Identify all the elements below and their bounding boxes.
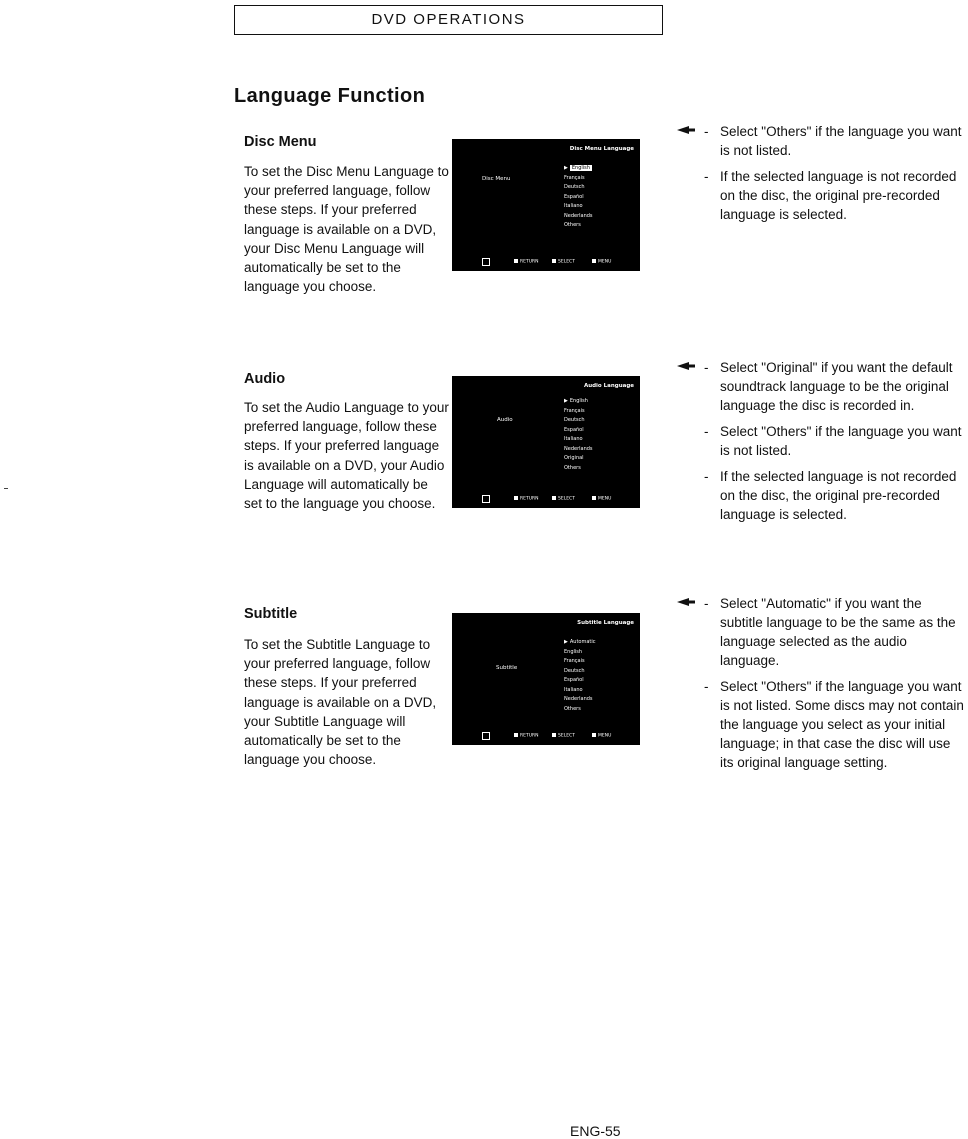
audio-description: To set the Audio Language to your preferred language, follow these steps. If your preferred language is available on a DVD, your Audio Language will automatically be set to the language you choose. [244, 400, 449, 512]
osd-option: Nederlands [564, 696, 593, 702]
disc-icon [482, 258, 490, 266]
osd-option: ▶ English [564, 165, 590, 171]
osd-option: Español [564, 193, 584, 200]
osd-footer [452, 257, 640, 267]
osd-option: ▶ Automatic [564, 639, 596, 645]
osd-hint: RETURN [514, 259, 539, 265]
osd-pointer-icon: ▶ [564, 639, 568, 645]
osd-option-list [564, 638, 596, 714]
osd-footer [452, 494, 640, 504]
page-number: ENG-55 [570, 1123, 621, 1139]
osd-option: Español [564, 426, 584, 433]
subtitle-icon [482, 732, 490, 740]
osd-header: Disc Menu Language [569, 146, 634, 152]
osd-hint: SELECT [552, 733, 575, 739]
note-item: - If the selected language is not recorded on the disc, the original pre-recorded language is selected. [702, 467, 966, 524]
osd-option: Others [564, 705, 581, 712]
osd-hint: RETURN [514, 733, 539, 739]
osd-option: Nederlands [564, 445, 593, 452]
subtitle-description: To set the Subtitle Language to your preferred language, follow these steps. If your preferred language is available on a DVD, your Subtitle Language will automatically be set to the language you choose. [244, 637, 437, 768]
osd-option: Italiano [564, 436, 583, 442]
osd-option: Others [564, 222, 581, 228]
disc-menu-title: Disc Menu [244, 134, 317, 150]
osd-option: Français [564, 407, 585, 414]
osd-option-list [564, 164, 593, 231]
osd-option: Nederlands [564, 212, 593, 219]
subtitle-title: Subtitle [244, 606, 298, 622]
osd-header: Audio Language [583, 383, 634, 389]
note-arrow-icon [677, 598, 697, 606]
note-item: - Select "Others" if the language you want is not listed. Some discs may not contain the language you select as your initial language; in that case the disc will use its original language setting. [702, 677, 966, 772]
osd-hint: RETURN [514, 496, 539, 502]
osd-header: Subtitle Language [577, 620, 634, 626]
osd-option: Français [564, 174, 585, 181]
subtitle-osd-screenshot [452, 613, 640, 745]
note-item: - If the selected language is not recorded on the disc, the original pre-recorded language is selected. [702, 167, 966, 224]
note-arrow-icon [677, 126, 697, 134]
osd-option: Deutsch [564, 417, 585, 423]
osd-option-list [564, 397, 593, 473]
osd-label: Subtitle [496, 665, 518, 671]
note-item: - Select "Others" if the language you want is not listed. [702, 422, 966, 460]
speaker-icon [482, 495, 490, 503]
osd-footer [452, 731, 640, 741]
osd-option: Español [564, 677, 584, 683]
audio-osd-screenshot [452, 376, 640, 508]
osd-option: ▶ English [564, 398, 588, 404]
scan-mark [4, 488, 8, 489]
osd-label: Disc Menu [482, 176, 511, 182]
osd-hint: SELECT [552, 496, 575, 502]
page-title: Language Function [234, 85, 426, 107]
disc-menu-notes [702, 122, 966, 231]
note-item: - Select "Original" if you want the default soundtrack language to be the original language the disc is recorded in. [702, 358, 966, 415]
disc-menu-osd-screenshot [452, 139, 640, 271]
osd-label: Audio [497, 417, 513, 423]
osd-option: Others [564, 464, 581, 471]
osd-hint: MENU [592, 496, 611, 502]
osd-option: Italiano [564, 203, 583, 209]
osd-option: Français [564, 658, 585, 664]
note-item: - Select "Automatic" if you want the subtitle language to be the same as the language selected as the audio language. [702, 594, 966, 670]
section-header-box [234, 5, 663, 35]
osd-hint: SELECT [552, 259, 575, 265]
osd-option: Deutsch [564, 184, 585, 190]
note-item: - Select "Others" if the language you want is not listed. [702, 122, 966, 160]
osd-pointer-icon: ▶ [564, 398, 568, 404]
note-arrow-icon [677, 362, 697, 370]
section-header-label: DVD OPERATIONS [371, 11, 526, 28]
osd-option: English [564, 648, 583, 655]
audio-title: Audio [244, 371, 286, 387]
osd-hint: MENU [592, 259, 611, 265]
osd-option: Deutsch [564, 667, 585, 674]
osd-hint: MENU [592, 733, 611, 739]
osd-option: Italiano [564, 686, 583, 693]
osd-pointer-icon: ▶ [564, 165, 568, 171]
osd-option: Original [564, 455, 584, 461]
audio-notes [702, 358, 966, 531]
disc-menu-description: To set the Disc Menu Language to your preferred language, follow these steps. If your preferred language is available on a DVD, your Disc Menu Language will automatically be set to the language you choose. [244, 164, 449, 295]
subtitle-notes [702, 594, 966, 779]
